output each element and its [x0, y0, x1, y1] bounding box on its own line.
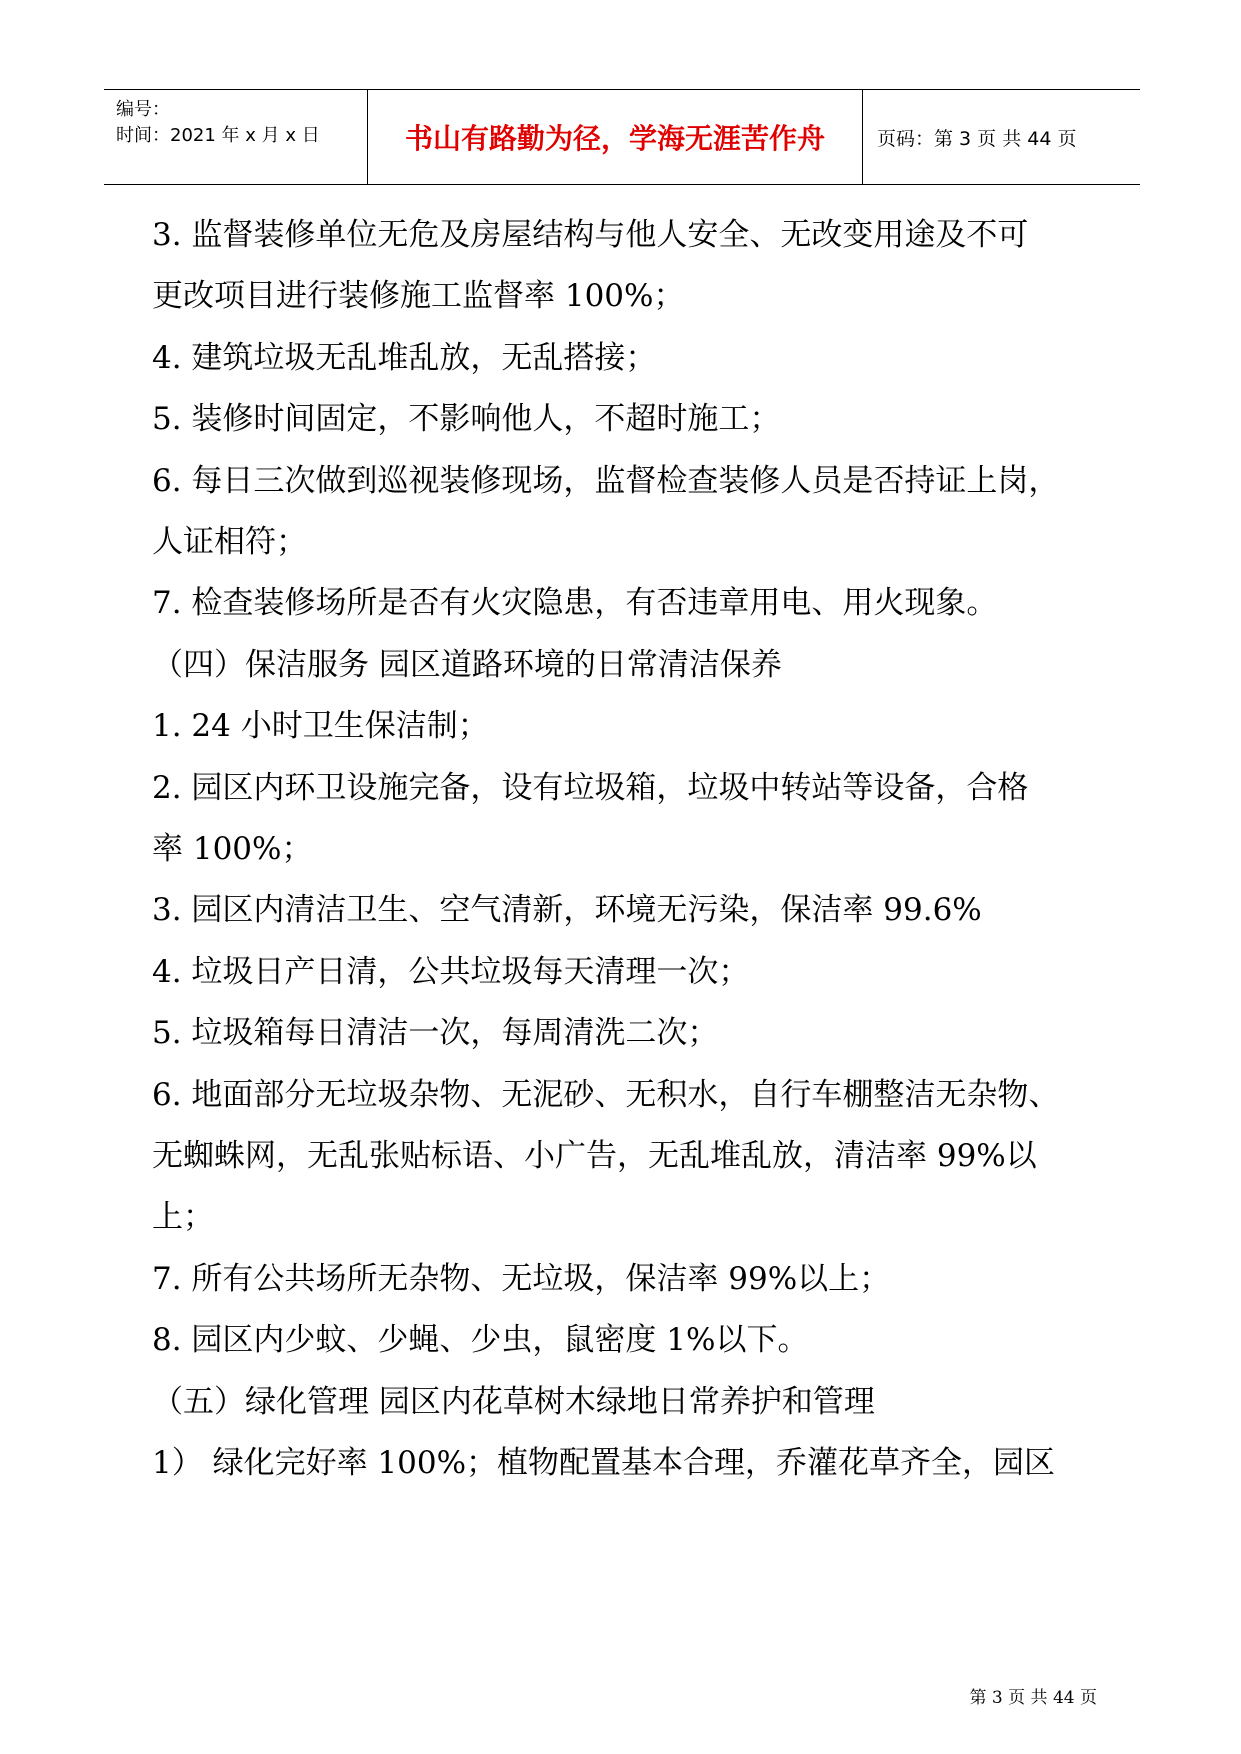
body-line: 1） 绿化完好率 100%；植物配置基本合理，乔灌花草齐全，园区: [152, 1445, 1056, 1481]
body-line: 3. 监督装修单位无危及房屋结构与他人安全、无改变用途及不可: [152, 217, 1029, 253]
body-line: 8. 园区内少蚊、少蝇、少虫，鼠密度 1%以下。: [152, 1322, 809, 1358]
section-heading: （五）绿化管理 园区内花草树木绿地日常养护和管理: [152, 1384, 875, 1420]
body-line: 5. 垃圾箱每日清洁一次，每周清洗二次；: [152, 1015, 719, 1051]
body-line: 4. 建筑垃圾无乱堆乱放，无乱搭接；: [152, 340, 657, 376]
body-line: 6. 地面部分无垃圾杂物、无泥砂、无积水，自行车棚整洁无杂物、: [152, 1077, 1060, 1113]
serial-number-label: 编号：: [116, 99, 170, 120]
body-line: 率 100%；: [152, 831, 313, 867]
body-line: 1. 24 小时卫生保洁制；: [152, 708, 489, 744]
body-line: 2. 园区内环卫设施完备，设有垃圾箱，垃圾中转站等设备，合格: [152, 770, 1029, 806]
body-line: 4. 垃圾日产日清，公共垃圾每天清理一次；: [152, 954, 750, 990]
body-line: 6. 每日三次做到巡视装修现场，监督检查装修人员是否持证上岗，: [152, 463, 1060, 499]
body-line: 7. 检查装修场所是否有火灾隐患，有否违章用电、用火现象。: [152, 585, 998, 621]
footer-page-number: 第 3 页 共 44 页: [969, 1688, 1097, 1708]
body-line: 上；: [152, 1199, 214, 1235]
body-line: 无蜘蛛网，无乱张贴标语、小广告，无乱堆乱放，清洁率 99%以: [152, 1138, 1037, 1174]
header-page-cell: [863, 90, 1140, 184]
body-line: 人证相符；: [152, 524, 307, 560]
header-motto-cell: [368, 90, 863, 184]
body-line: 5. 装修时间固定，不影响他人，不超时施工；: [152, 401, 781, 437]
header-page-info: 页码：第 3 页 共 44 页: [877, 127, 1077, 150]
body-line: 3. 园区内清洁卫生、空气清新，环境无污染，保洁率 99.6%: [152, 892, 982, 928]
section-heading: （四）保洁服务 园区道路环境的日常清洁保养: [152, 647, 782, 683]
motto-text: 书山有路勤为径，学海无涯苦作舟: [404, 122, 825, 155]
document-header: [104, 89, 1140, 185]
date-label: 时间：2021 年 x 月 x 日: [116, 125, 320, 146]
header-meta-cell: [104, 90, 368, 184]
body-line: 更改项目进行装修施工监督率 100%；: [152, 278, 685, 314]
body-line: 7. 所有公共场所无杂物、无垃圾，保洁率 99%以上；: [152, 1261, 891, 1297]
